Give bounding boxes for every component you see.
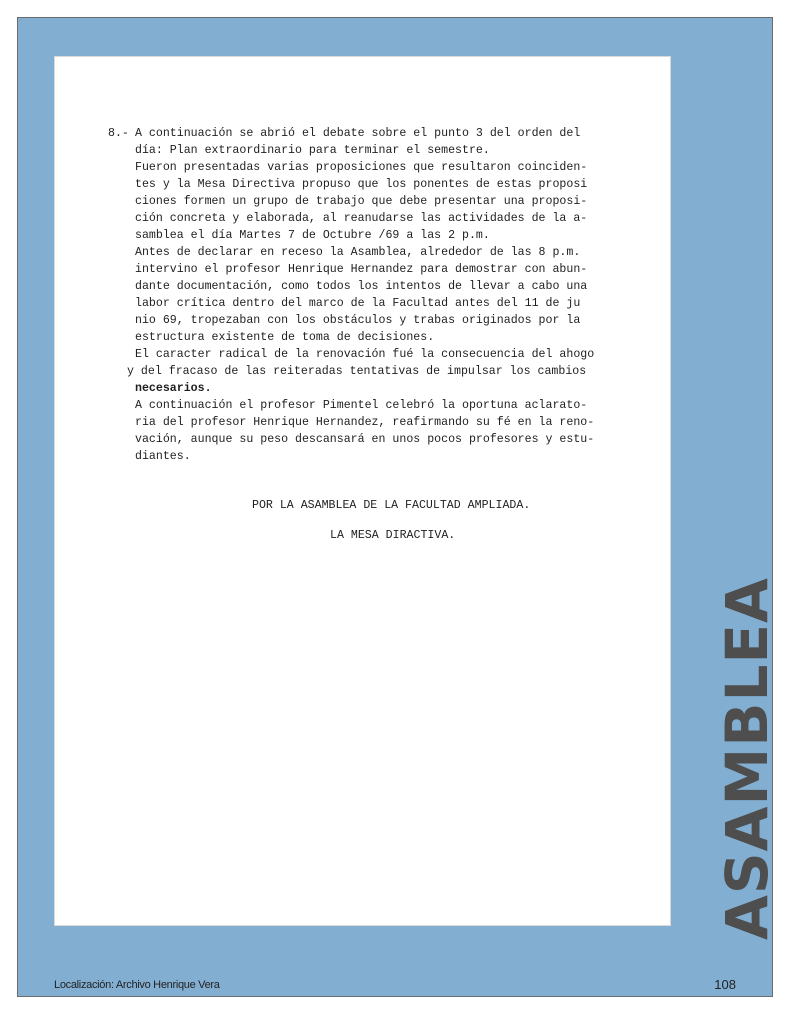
text-line: Antes de declarar en receso la Asamblea, alrededor de las 8 p.m.: [135, 246, 581, 259]
text-line: nio 69, tropezaban con los obstáculos y trabas originados por la: [135, 314, 581, 327]
text-line: diantes.: [135, 450, 191, 463]
item-number: 8.-: [108, 127, 129, 140]
text-line: vación, aunque su peso descansará en unos pocos profesores y estu-: [135, 433, 595, 446]
side-title: ASAMBLEA: [713, 577, 781, 940]
text-line: A continuación se abrió el debate sobre el punto 3 del orden del: [135, 127, 581, 140]
text-line: estructura existente de toma de decisiones.: [135, 331, 435, 344]
scanned-document: [54, 56, 671, 926]
text-line: necesarios.: [135, 382, 212, 395]
text-line: tes y la Mesa Directiva propuso que los ponentes de estas proposi: [135, 178, 588, 191]
text-line: día: Plan extraordinario para terminar el semestre.: [135, 144, 490, 157]
text-line: A continuación el profesor Pimentel celebró la oportuna aclarato-: [135, 399, 588, 412]
page-number: 108: [714, 977, 736, 992]
text-line: El caracter radical de la renovación fué la consecuencia del ahogo: [135, 348, 595, 361]
text-line: dante documentación, como todos los intentos de llevar a cabo una: [135, 280, 588, 293]
signature-line-board: LA MESA DIRACTIVA.: [330, 529, 456, 542]
text-line: intervino el profesor Henrique Hernandez para demostrar con abun-: [135, 263, 588, 276]
signature-line-assembly: POR LA ASAMBLEA DE LA FACULTAD AMPLIADA.: [252, 499, 531, 512]
page-frame: [17, 17, 781, 997]
text-line: ción concreta y elaborada, al reanudarse las actividades de la a-: [135, 212, 588, 225]
text-line: labor crítica dentro del marco de la Facultad antes del 11 de ju: [135, 297, 581, 310]
text-line: ria del profesor Henrique Hernandez, reafirmando su fé en la reno-: [135, 416, 595, 429]
text-line: Fueron presentadas varias proposiciones que resultaron coinciden-: [135, 161, 588, 174]
text-line: samblea el día Martes 7 de Octubre /69 a las 2 p.m.: [135, 229, 490, 242]
text-line: ciones formen un grupo de trabajo que debe presentar una proposi-: [135, 195, 588, 208]
text-line: y del fracaso de las reiteradas tentativas de impulsar los cambios: [127, 365, 587, 378]
footer-location: Localización: Archivo Henrique Vera: [54, 979, 220, 991]
